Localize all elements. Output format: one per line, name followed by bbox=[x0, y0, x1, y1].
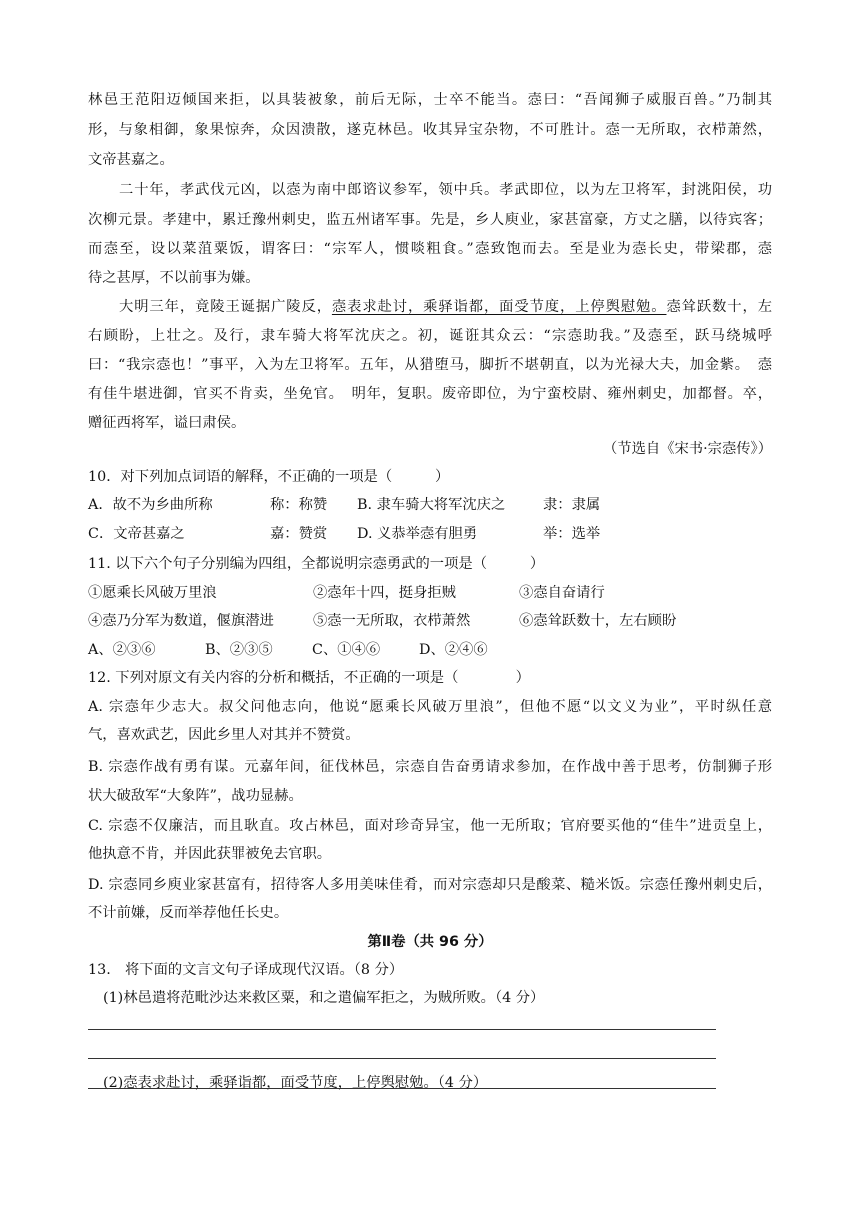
passage-line bbox=[119, 298, 772, 316]
question-12-stem: 12. 下列对原文有关内容的分析和概括，不正确的一项是（ ） bbox=[88, 670, 530, 686]
passage-text: 大明三年，竟陵王诞据广陵反， bbox=[119, 299, 332, 315]
q12-option-c: 他执意不肯，并因此获罪被免去官职。 bbox=[88, 846, 332, 862]
passage-text: 悫耸跃数十，左 bbox=[666, 299, 773, 315]
q10-option-d-gloss: 举：选举 bbox=[543, 526, 601, 542]
q11-item: ④悫乃分军为数道，偃旗潜进 bbox=[88, 613, 274, 629]
q12-option-b: B. 宗悫作战有勇有谋。元嘉年间，征伐林邑，宗悫自告奋勇请求参加，在作战中善于思考，仿制狮子形 bbox=[88, 759, 772, 775]
question-10-stem: 10．对下列加点词语的解释，不正确的一项是（ ） bbox=[88, 469, 450, 485]
passage-line: 曰：“我宗悫也！”事平，入为左卫将军。五年，从猎堕马，脚折不堪朝直，以为光禄大夫，加金紫。 悫 bbox=[88, 357, 772, 373]
q11-choice: C、①④⑥ bbox=[312, 642, 381, 658]
q10-option-b-gloss: 隶：隶属 bbox=[543, 497, 601, 513]
q12-option-d: D. 宗悫同乡庾业家甚富有，招待客人多用美味佳肴，而对宗悫却只是酸菜、糙米饭。宗悫任豫州刺史后， bbox=[88, 877, 772, 893]
passage-source: （节选自《宋书·宗悫传》） bbox=[603, 441, 772, 457]
q13-sentence-2: (2)悫表求赴讨，乘驿诣都，面受节度，上停舆慰勉。（4 分） bbox=[103, 1075, 488, 1091]
answer-line[interactable] bbox=[88, 1058, 716, 1059]
passage-line: 待之甚厚，不以前事为嫌。 bbox=[88, 270, 260, 286]
passage-line: 赠征西将军，谥曰肃侯。 bbox=[88, 415, 246, 431]
passage-line: 而悫至，设以菜菹粟饭，谓客曰：“宗军人，惯啖粗食。”悫致饱而去。至是业为悫长史，带梁郡，悫 bbox=[88, 241, 772, 257]
q11-item: ⑤悫一无所取，衣栉萧然 bbox=[313, 613, 471, 629]
q11-choice: D、②④⑥ bbox=[419, 642, 488, 658]
q10-option-a-gloss: 称：称赞 bbox=[270, 497, 328, 513]
q11-choice: B、②③⑤ bbox=[205, 642, 273, 658]
passage-line: 二十年，孝武伐元凶，以悫为南中郎谘议参军，领中兵。孝武即位，以为左卫将军，封洮阳侯，功 bbox=[119, 182, 772, 198]
section-title: 第Ⅱ卷（共 96 分） bbox=[367, 934, 493, 950]
question-13-stem: 13. 将下面的文言文句子译成现代汉语。（8 分） bbox=[88, 962, 404, 978]
passage-line: 林邑王范阳迈倾国来拒，以具装被象，前后无际，士卒不能当。悫曰：“吾闻狮子威服百兽。”乃制其 bbox=[88, 92, 772, 108]
question-11-stem: 11. 以下六个句子分别编为四组，全都说明宗悫勇武的一项是（ ） bbox=[88, 556, 545, 572]
q10-option-d: D. 义恭举悫有胆勇 bbox=[357, 526, 478, 542]
passage-line: 次柳元景。孝建中，累迁豫州刺史，监五州诸军事。先是，乡人庾业，家甚富豪，方丈之膳，以待宾客； bbox=[88, 212, 772, 228]
answer-line[interactable] bbox=[88, 1088, 716, 1089]
q11-item: ①愿乘长风破万里浪 bbox=[88, 585, 217, 601]
q12-option-a: A. 宗悫年少志大。叔父问他志向，他说“愿乘长风破万里浪”，但他不愿“以文义为业”，平时纵任意 bbox=[88, 699, 772, 715]
q11-choice: A、②③⑥ bbox=[88, 642, 156, 658]
q11-item: ⑥悫耸跃数十，左右顾盼 bbox=[519, 613, 677, 629]
q11-item: ②悫年十四，挺身拒贼 bbox=[313, 585, 456, 601]
answer-line[interactable] bbox=[88, 1029, 716, 1030]
passage-line: 形，与象相御，象果惊奔，众因溃散，遂克林邑。收其异宝杂物，不可胜计。悫一无所取，衣栉萧然， bbox=[88, 122, 772, 138]
q12-option-a: 气，喜欢武艺，因此乡里人对其并不赞赏。 bbox=[88, 727, 360, 743]
q12-option-b: 状大破敌军“大象阵”，战功显赫。 bbox=[88, 788, 303, 804]
passage-line: 文帝甚嘉之。 bbox=[88, 152, 174, 168]
q12-option-d: 不计前嫌，反而举荐他任长史。 bbox=[88, 905, 289, 921]
q10-option-b: B. 隶车骑大将军沈庆之 bbox=[357, 497, 506, 513]
q11-item: ③悫自奋请行 bbox=[519, 585, 605, 601]
passage-line: 有佳牛堪进御，官买不肯卖，坐免官。 明年，复职。废帝即位，为宁蛮校尉、雍州刺史，加都督。卒， bbox=[88, 386, 772, 402]
q10-option-a: A．故不为乡曲所称 bbox=[88, 497, 213, 513]
q13-sentence-1: (1)林邑遣将范毗沙达来救区粟，和之遣偏军拒之，为贼所败。（4 分） bbox=[103, 990, 545, 1006]
q10-option-c: C．文帝甚嘉之 bbox=[88, 526, 185, 542]
q12-option-c: C. 宗悫不仅廉洁，而且耿直。攻占林邑，面对珍奇异宝，他一无所取；官府要买他的“佳牛”进贡皇上， bbox=[88, 818, 772, 834]
q10-option-c-gloss: 嘉：赞赏 bbox=[270, 526, 328, 542]
passage-line: 右顾盼，上壮之。及行，隶车骑大将军沈庆之。初，诞诳其众云：“宗悫助我。”及悫至，跃马绕城呼 bbox=[88, 328, 772, 344]
underlined-sentence: 悫表求赴讨，乘驿诣都，面受节度，上停舆慰勉。 bbox=[331, 299, 667, 315]
